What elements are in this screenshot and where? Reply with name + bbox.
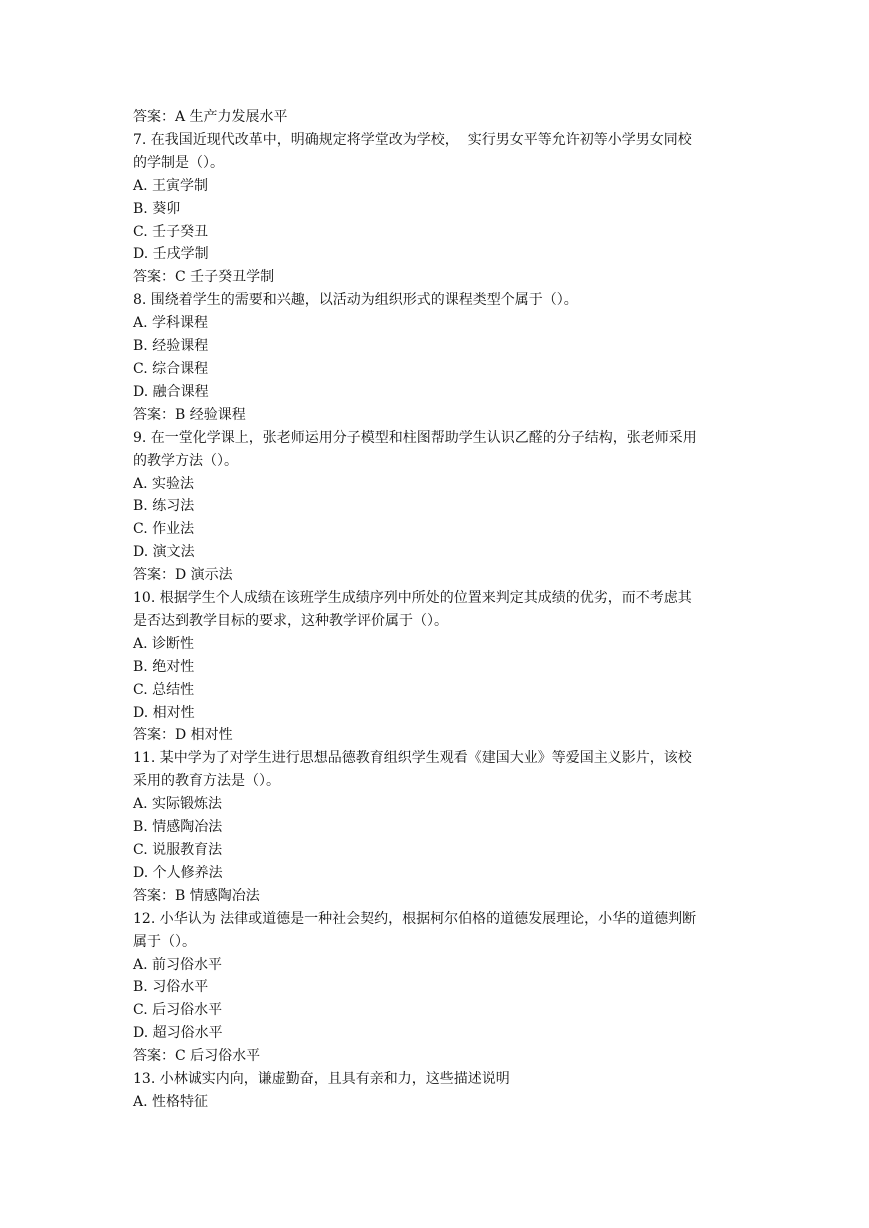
option-line: A. 学科课程 <box>133 315 209 332</box>
answer-line: 答案：B 经验课程 <box>133 406 246 423</box>
answer-line: 答案：A 生产力发展水平 <box>133 109 288 125</box>
option-line: D. 个人修养法 <box>133 864 223 881</box>
question-8-text: 8. 围绕着学生的需要和兴趣，以活动为组织形式的课程类型个属于（）。 <box>133 292 578 309</box>
option-line: A. 前习俗水平 <box>133 956 223 973</box>
question-7-text-cont: 的学制是（）。 <box>133 154 224 171</box>
option-line: B. 经验课程 <box>133 338 209 355</box>
question-10-text-cont: 是否达到教学目标的要求，这种教学评价属于（）。 <box>133 612 448 629</box>
answer-line: 答案：D 演示法 <box>133 567 233 584</box>
option-line: B. 情感陶冶法 <box>133 819 223 836</box>
question-9-text: 9. 在一堂化学课上，张老师运用分子模型和柱图帮助学生认识乙醛的分子结构，张老师采用 <box>133 429 697 446</box>
answer-line: 答案：D 相对性 <box>133 727 233 744</box>
question-10-text: 10. 根据学生个人成绩在该班学生成绩序列中所处的位置来判定其成绩的优劣，而不考虑其 <box>133 590 692 607</box>
question-11-text-cont: 采用的教育方法是（）。 <box>133 773 280 790</box>
option-line: C. 后习俗水平 <box>133 1002 223 1019</box>
question-13-text: 13. 小林诚实内向，谦虚勤奋，且具有亲和力，这些描述说明 <box>133 1071 510 1088</box>
option-line: C. 说服教育法 <box>133 842 223 858</box>
option-line: D. 壬戌学制 <box>133 246 209 263</box>
option-line: A. 诊断性 <box>133 635 195 652</box>
question-7-text: 7. 在我国近现代改革中，明确规定将学堂改为学校， 实行男女平等允许初等小学男女同校 <box>133 131 692 148</box>
option-line: B. 练习法 <box>133 498 195 515</box>
option-line: A. 实验法 <box>133 475 195 492</box>
option-line: A. 性格特征 <box>133 1093 209 1110</box>
answer-line: 答案：B 情感陶冶法 <box>133 887 260 904</box>
option-line: A. 实际锻炼法 <box>133 796 223 813</box>
answer-line: 答案：C 后习俗水平 <box>133 1048 261 1065</box>
option-line: D. 超习俗水平 <box>133 1025 223 1042</box>
question-12-text: 12. 小华认为 法律或道德是一种社会契约，根据柯尔伯格的道德发展理论，小华的道德判断 <box>133 910 697 927</box>
option-line: B. 绝对性 <box>133 658 195 675</box>
question-12-text-cont: 属于（）。 <box>133 933 196 950</box>
question-9-text-cont: 的教学方法（）。 <box>133 452 238 469</box>
question-11-text: 11. 某中学为了对学生进行思想品德教育组织学生观看《建国大业》等爱国主义影片，该校 <box>133 750 692 767</box>
option-line: C. 壬子癸丑 <box>133 223 209 240</box>
option-line: D. 融合课程 <box>133 383 209 400</box>
document-page <box>133 106 733 1114</box>
option-line: B. 习俗水平 <box>133 979 209 996</box>
option-line: C. 总结性 <box>133 681 195 698</box>
answer-line: 答案：C 壬子癸丑学制 <box>133 269 275 286</box>
option-line: A. 王寅学制 <box>133 177 209 194</box>
option-line: B. 葵卯 <box>133 200 181 217</box>
option-line: D. 相对性 <box>133 704 195 721</box>
option-line: C. 综合课程 <box>133 360 209 377</box>
option-line: C. 作业法 <box>133 521 195 538</box>
option-line: D. 演文法 <box>133 544 195 561</box>
